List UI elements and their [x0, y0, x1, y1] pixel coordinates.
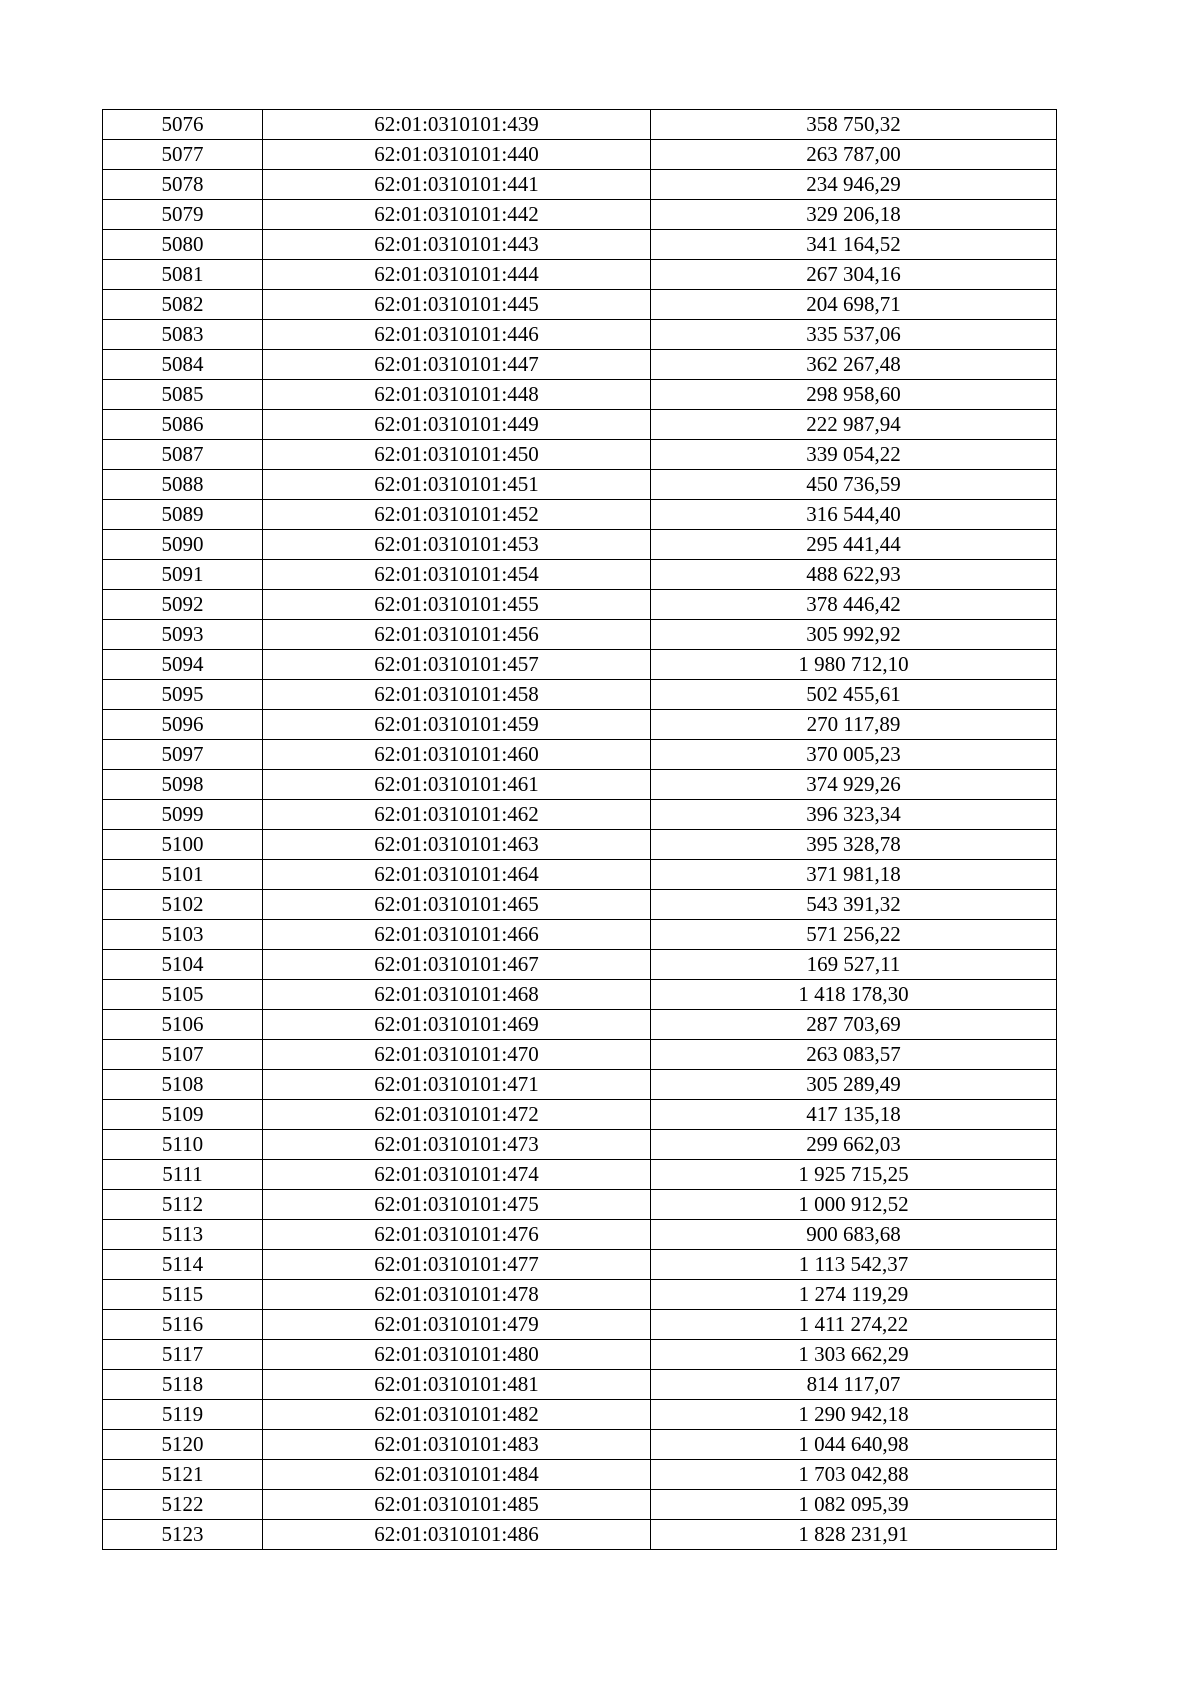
cadastral-number-cell: 62:01:0310101:460: [263, 740, 651, 770]
cadastral-number-cell: 62:01:0310101:464: [263, 860, 651, 890]
row-number-cell: 5096: [103, 710, 263, 740]
table-row: [103, 650, 1057, 680]
value-cell: 1 703 042,88: [651, 1460, 1057, 1490]
row-number-cell: 5077: [103, 140, 263, 170]
row-number-cell: 5080: [103, 230, 263, 260]
row-number-cell: 5083: [103, 320, 263, 350]
value-cell: 298 958,60: [651, 380, 1057, 410]
value-cell: 1 000 912,52: [651, 1190, 1057, 1220]
row-number-cell: 5092: [103, 590, 263, 620]
cadastral-number-cell: 62:01:0310101:474: [263, 1160, 651, 1190]
row-number-cell: 5078: [103, 170, 263, 200]
value-cell: 900 683,68: [651, 1220, 1057, 1250]
row-number-cell: 5094: [103, 650, 263, 680]
cadastral-number-cell: 62:01:0310101:442: [263, 200, 651, 230]
value-cell: 263 787,00: [651, 140, 1057, 170]
table-row: [103, 410, 1057, 440]
table-row: [103, 230, 1057, 260]
row-number-cell: 5082: [103, 290, 263, 320]
table-row: [103, 710, 1057, 740]
table-row: [103, 1040, 1057, 1070]
table-row: [103, 1220, 1057, 1250]
cadastral-number-cell: 62:01:0310101:445: [263, 290, 651, 320]
row-number-cell: 5122: [103, 1490, 263, 1520]
row-number-cell: 5079: [103, 200, 263, 230]
cadastral-number-cell: 62:01:0310101:459: [263, 710, 651, 740]
row-number-cell: 5123: [103, 1520, 263, 1550]
table-row: [103, 1070, 1057, 1100]
table-row: [103, 890, 1057, 920]
cadastral-number-cell: 62:01:0310101:467: [263, 950, 651, 980]
cadastral-number-cell: 62:01:0310101:485: [263, 1490, 651, 1520]
cadastral-number-cell: 62:01:0310101:447: [263, 350, 651, 380]
cadastral-number-cell: 62:01:0310101:462: [263, 800, 651, 830]
row-number-cell: 5106: [103, 1010, 263, 1040]
cadastral-number-cell: 62:01:0310101:484: [263, 1460, 651, 1490]
cadastral-number-cell: 62:01:0310101:451: [263, 470, 651, 500]
cadastral-number-cell: 62:01:0310101:441: [263, 170, 651, 200]
value-cell: 287 703,69: [651, 1010, 1057, 1040]
value-cell: 222 987,94: [651, 410, 1057, 440]
table-row: [103, 1400, 1057, 1430]
row-number-cell: 5119: [103, 1400, 263, 1430]
row-number-cell: 5099: [103, 800, 263, 830]
row-number-cell: 5090: [103, 530, 263, 560]
value-cell: 1 274 119,29: [651, 1280, 1057, 1310]
row-number-cell: 5115: [103, 1280, 263, 1310]
cadastral-number-cell: 62:01:0310101:452: [263, 500, 651, 530]
table-row: [103, 770, 1057, 800]
value-cell: 341 164,52: [651, 230, 1057, 260]
row-number-cell: 5076: [103, 110, 263, 140]
table-row: [103, 170, 1057, 200]
value-cell: 263 083,57: [651, 1040, 1057, 1070]
table-row: [103, 1280, 1057, 1310]
row-number-cell: 5121: [103, 1460, 263, 1490]
cadastral-number-cell: 62:01:0310101:486: [263, 1520, 651, 1550]
table-row: [103, 1190, 1057, 1220]
row-number-cell: 5081: [103, 260, 263, 290]
table-row: [103, 530, 1057, 560]
cadastral-number-cell: 62:01:0310101:463: [263, 830, 651, 860]
table-row: [103, 470, 1057, 500]
table-row: [103, 290, 1057, 320]
row-number-cell: 5089: [103, 500, 263, 530]
row-number-cell: 5104: [103, 950, 263, 980]
row-number-cell: 5103: [103, 920, 263, 950]
value-cell: 395 328,78: [651, 830, 1057, 860]
value-cell: 295 441,44: [651, 530, 1057, 560]
table-row: [103, 980, 1057, 1010]
value-cell: 1 418 178,30: [651, 980, 1057, 1010]
table-row: [103, 620, 1057, 650]
row-number-cell: 5120: [103, 1430, 263, 1460]
row-number-cell: 5086: [103, 410, 263, 440]
cadastral-number-cell: 62:01:0310101:470: [263, 1040, 651, 1070]
row-number-cell: 5101: [103, 860, 263, 890]
table-row: [103, 590, 1057, 620]
value-cell: 335 537,06: [651, 320, 1057, 350]
cadastral-number-cell: 62:01:0310101:439: [263, 110, 651, 140]
cadastral-number-cell: 62:01:0310101:468: [263, 980, 651, 1010]
cadastral-number-cell: 62:01:0310101:443: [263, 230, 651, 260]
cadastral-number-cell: 62:01:0310101:482: [263, 1400, 651, 1430]
table-row: [103, 1370, 1057, 1400]
cadastral-number-cell: 62:01:0310101:453: [263, 530, 651, 560]
row-number-cell: 5088: [103, 470, 263, 500]
table-row: [103, 1250, 1057, 1280]
table-row: [103, 830, 1057, 860]
table-body: [103, 110, 1057, 1550]
table-row: [103, 1160, 1057, 1190]
cadastral-number-cell: 62:01:0310101:471: [263, 1070, 651, 1100]
value-cell: 234 946,29: [651, 170, 1057, 200]
value-cell: 1 113 542,37: [651, 1250, 1057, 1280]
value-cell: 1 044 640,98: [651, 1430, 1057, 1460]
row-number-cell: 5084: [103, 350, 263, 380]
cadastral-number-cell: 62:01:0310101:476: [263, 1220, 651, 1250]
cadastral-number-cell: 62:01:0310101:458: [263, 680, 651, 710]
table-row: [103, 1460, 1057, 1490]
table-row: [103, 350, 1057, 380]
row-number-cell: 5112: [103, 1190, 263, 1220]
row-number-cell: 5118: [103, 1370, 263, 1400]
value-cell: 1 303 662,29: [651, 1340, 1057, 1370]
cadastral-number-cell: 62:01:0310101:477: [263, 1250, 651, 1280]
value-cell: 1 082 095,39: [651, 1490, 1057, 1520]
value-cell: 204 698,71: [651, 290, 1057, 320]
table-row: [103, 1010, 1057, 1040]
value-cell: 370 005,23: [651, 740, 1057, 770]
value-cell: 488 622,93: [651, 560, 1057, 590]
row-number-cell: 5113: [103, 1220, 263, 1250]
row-number-cell: 5114: [103, 1250, 263, 1280]
row-number-cell: 5091: [103, 560, 263, 590]
cadastral-number-cell: 62:01:0310101:466: [263, 920, 651, 950]
table-row: [103, 560, 1057, 590]
value-cell: 305 992,92: [651, 620, 1057, 650]
row-number-cell: 5100: [103, 830, 263, 860]
table-row: [103, 260, 1057, 290]
value-cell: 329 206,18: [651, 200, 1057, 230]
value-cell: 814 117,07: [651, 1370, 1057, 1400]
cadastral-number-cell: 62:01:0310101:455: [263, 590, 651, 620]
cadastral-number-cell: 62:01:0310101:478: [263, 1280, 651, 1310]
cadastral-number-cell: 62:01:0310101:473: [263, 1130, 651, 1160]
table-row: [103, 680, 1057, 710]
row-number-cell: 5108: [103, 1070, 263, 1100]
cadastral-number-cell: 62:01:0310101:465: [263, 890, 651, 920]
table-row: [103, 380, 1057, 410]
row-number-cell: 5098: [103, 770, 263, 800]
cadastral-number-cell: 62:01:0310101:475: [263, 1190, 651, 1220]
value-cell: 316 544,40: [651, 500, 1057, 530]
cadastral-number-cell: 62:01:0310101:446: [263, 320, 651, 350]
table-row: [103, 110, 1057, 140]
row-number-cell: 5095: [103, 680, 263, 710]
row-number-cell: 5105: [103, 980, 263, 1010]
value-cell: 450 736,59: [651, 470, 1057, 500]
table-row: [103, 1100, 1057, 1130]
value-cell: 267 304,16: [651, 260, 1057, 290]
cadastral-number-cell: 62:01:0310101:457: [263, 650, 651, 680]
value-cell: 371 981,18: [651, 860, 1057, 890]
row-number-cell: 5109: [103, 1100, 263, 1130]
value-cell: 417 135,18: [651, 1100, 1057, 1130]
row-number-cell: 5093: [103, 620, 263, 650]
table-row: [103, 920, 1057, 950]
table-row: [103, 860, 1057, 890]
cadastral-number-cell: 62:01:0310101:480: [263, 1340, 651, 1370]
cadastral-number-cell: 62:01:0310101:483: [263, 1430, 651, 1460]
value-cell: 543 391,32: [651, 890, 1057, 920]
cadastral-number-cell: 62:01:0310101:469: [263, 1010, 651, 1040]
value-cell: 1 411 274,22: [651, 1310, 1057, 1340]
cadastral-number-cell: 62:01:0310101:454: [263, 560, 651, 590]
cadastral-number-cell: 62:01:0310101:481: [263, 1370, 651, 1400]
value-cell: 339 054,22: [651, 440, 1057, 470]
value-cell: 305 289,49: [651, 1070, 1057, 1100]
value-cell: 378 446,42: [651, 590, 1057, 620]
row-number-cell: 5085: [103, 380, 263, 410]
table-row: [103, 1310, 1057, 1340]
table-row: [103, 740, 1057, 770]
value-cell: 1 290 942,18: [651, 1400, 1057, 1430]
value-cell: 362 267,48: [651, 350, 1057, 380]
row-number-cell: 5117: [103, 1340, 263, 1370]
cadastral-number-cell: 62:01:0310101:448: [263, 380, 651, 410]
table-row: [103, 1490, 1057, 1520]
table-row: [103, 1130, 1057, 1160]
value-cell: 374 929,26: [651, 770, 1057, 800]
cadastral-number-cell: 62:01:0310101:444: [263, 260, 651, 290]
row-number-cell: 5110: [103, 1130, 263, 1160]
row-number-cell: 5102: [103, 890, 263, 920]
value-cell: 270 117,89: [651, 710, 1057, 740]
value-cell: 299 662,03: [651, 1130, 1057, 1160]
table-row: [103, 1340, 1057, 1370]
row-number-cell: 5116: [103, 1310, 263, 1340]
table-row: [103, 800, 1057, 830]
cadastral-number-cell: 62:01:0310101:479: [263, 1310, 651, 1340]
table-row: [103, 500, 1057, 530]
row-number-cell: 5097: [103, 740, 263, 770]
cadastral-value-table: [102, 109, 1057, 1550]
table-row: [103, 1430, 1057, 1460]
value-cell: 571 256,22: [651, 920, 1057, 950]
value-cell: 1 925 715,25: [651, 1160, 1057, 1190]
value-cell: 358 750,32: [651, 110, 1057, 140]
cadastral-number-cell: 62:01:0310101:456: [263, 620, 651, 650]
table-row: [103, 440, 1057, 470]
table-row: [103, 1520, 1057, 1550]
table-row: [103, 140, 1057, 170]
table-row: [103, 320, 1057, 350]
cadastral-number-cell: 62:01:0310101:440: [263, 140, 651, 170]
row-number-cell: 5087: [103, 440, 263, 470]
value-cell: 169 527,11: [651, 950, 1057, 980]
value-cell: 1 980 712,10: [651, 650, 1057, 680]
cadastral-number-cell: 62:01:0310101:449: [263, 410, 651, 440]
table-row: [103, 200, 1057, 230]
cadastral-number-cell: 62:01:0310101:450: [263, 440, 651, 470]
cadastral-number-cell: 62:01:0310101:461: [263, 770, 651, 800]
value-cell: 396 323,34: [651, 800, 1057, 830]
value-cell: 1 828 231,91: [651, 1520, 1057, 1550]
table-row: [103, 950, 1057, 980]
value-cell: 502 455,61: [651, 680, 1057, 710]
row-number-cell: 5111: [103, 1160, 263, 1190]
cadastral-number-cell: 62:01:0310101:472: [263, 1100, 651, 1130]
row-number-cell: 5107: [103, 1040, 263, 1070]
